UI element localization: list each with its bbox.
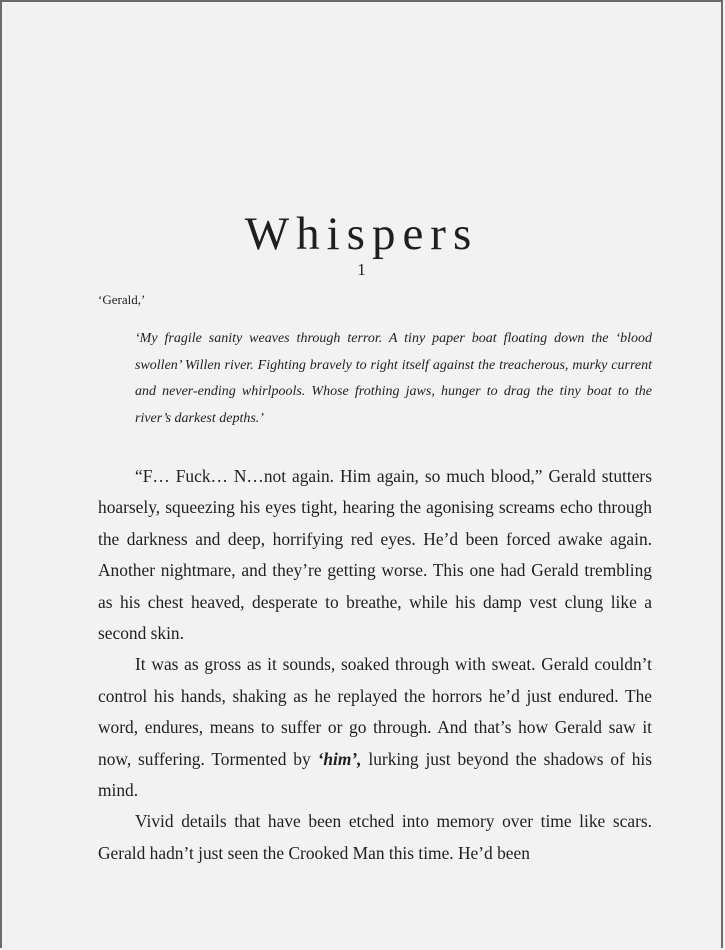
paragraph-2-emphasis: ‘him’, (317, 748, 362, 769)
paragraph-1: “F… Fuck… N…not again. Him again, so much blood,” Gerald stutters hoarsely, squeezing his eyes tight, hearing the agonising screams echo through the darkness and deep, horrifying red eyes. He’d been forced awake again. Another nightmare, and they’re getting worse. This one had Gerald trembling as his chest heaved, desperate to breathe, while his damp vest clung like a second skin. (98, 466, 652, 644)
chapter-title: Whispers (244, 208, 479, 260)
body-text (98, 461, 652, 869)
epigraph: ‘My fragile sanity weaves through terror. A tiny paper boat floating down the ‘blood swollen’ Willen river. Fighting bravely to right itself against the treacherous, murky current and never-ending whirlpools. Whose frothing jaws, hunger to drag the tiny boat to the river’s darkest depths.’ (135, 331, 652, 426)
paragraph-2-text-start: It was as gross as it sounds, soaked through with sweat. Gerald couldn’t control his hands, shaking as he replayed the horrors he’d just endured. The word, endures, means to suffer or go through. And that’s how Gerald saw it now, suffering. Tormented by (98, 654, 652, 769)
paragraph-2 (98, 649, 652, 806)
paragraph-3: Vivid details that have been etched into memory over time like scars. Gerald hadn’t just seen the Crooked Man this time. He’d been (98, 811, 652, 863)
speaker-label: ‘Gerald,’ (98, 292, 146, 307)
paragraph-2-text-end: lurking just beyond the shadows of his mind. (98, 748, 652, 801)
chapter-number: 1 (357, 260, 366, 279)
